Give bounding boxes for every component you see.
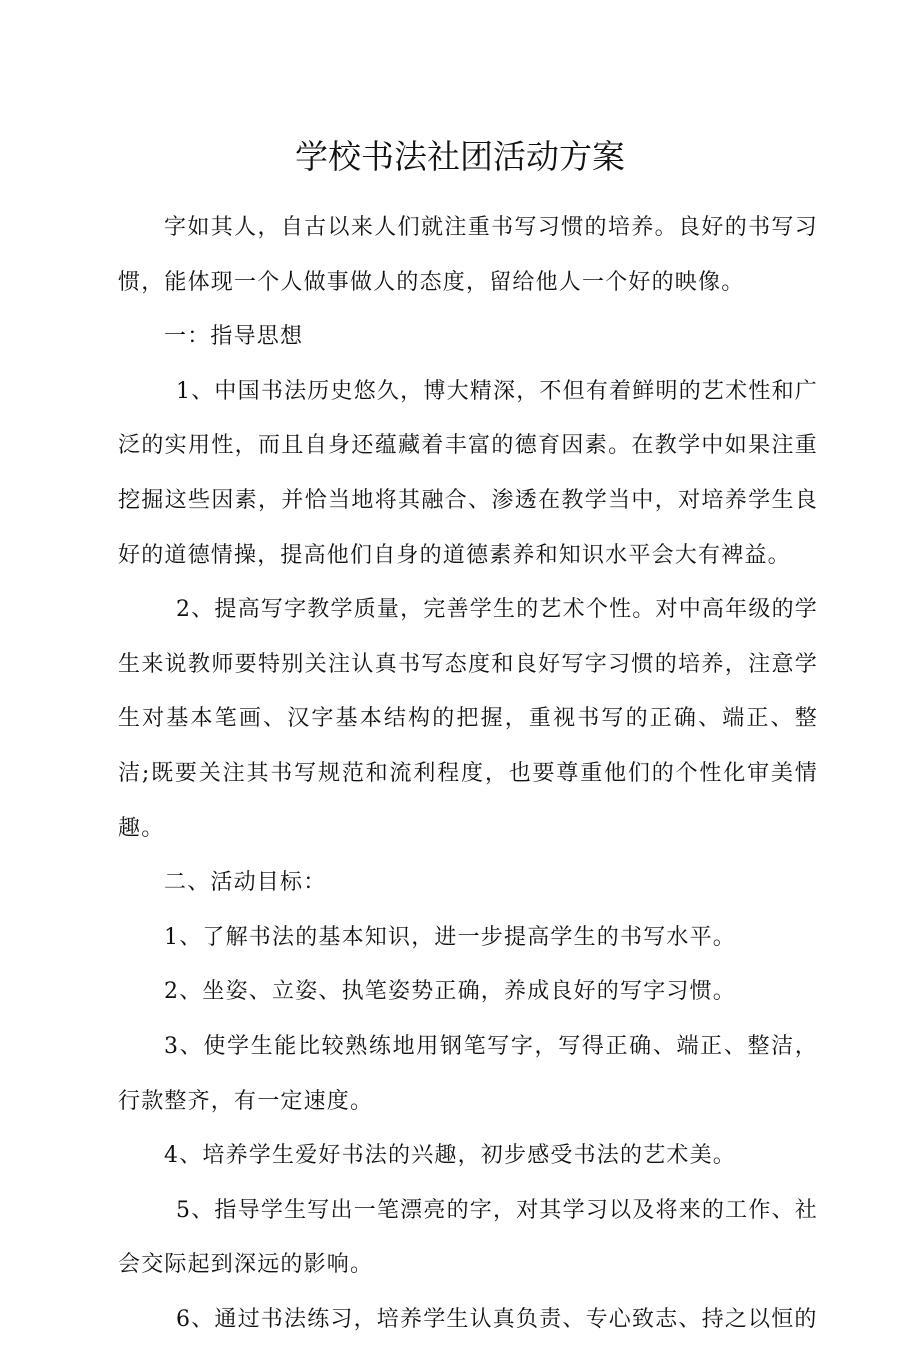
goal-item-1: 1、了解书法的基本知识，进一步提高学生的书写水平。 xyxy=(164,924,736,950)
document-body xyxy=(118,201,818,1347)
guiding-item-1: 1、中国书法历史悠久，博大精深，不但有着鲜明的艺术性和广泛的实用性，而且自身还蕴藏着丰富的德育因素。在教学中如果注重挖掘这些因素，并恰当地将其融合、渗透在教学当中，对培养学生良好的道德情操，提高他们自身的道德素养和知识水平会大有裨益。 xyxy=(118,378,818,568)
document-title: 学校书法社团活动方案 xyxy=(295,137,625,176)
goal-item-5: 5、指导学生写出一笔漂亮的字，对其学习以及将来的工作、社会交际起到深远的影响。 xyxy=(118,1197,818,1278)
section-heading-activity-goals: 二、活动目标： xyxy=(164,870,327,896)
guiding-item-2: 2、提高写字教学质量，完善学生的艺术个性。对中高年级的学生来说教师要特别关注认真书写态度和良好写字习惯的培养，注意学生对基本笔画、汉字基本结构的把握，重视书写的正确、端正、整洁;既要关注其书写规范和流利程度，也要尊重他们的个性化审美情趣。 xyxy=(118,597,818,841)
section-heading-guiding-ideology: 一：指导思想 xyxy=(164,324,304,350)
goal-item-6: 6、通过书法练习，培养学生认真负责、专心致志、持之以恒的 xyxy=(176,1306,818,1332)
intro-paragraph: 字如其人，自古以来人们就注重书写习惯的培养。良好的书写习惯，能体现一个人做事做人的态度，留给他人一个好的映像。 xyxy=(118,215,818,295)
goal-item-2: 2、坐姿、立姿、执笔姿势正确，养成良好的写字习惯。 xyxy=(164,979,736,1005)
goal-item-3: 3、使学生能比较熟练地用钢笔写字，写得正确、端正、整洁，行款整齐，有一定速度。 xyxy=(118,1033,818,1114)
goal-item-4: 4、培养学生爱好书法的兴趣，初步感受书法的艺术美。 xyxy=(164,1143,736,1169)
